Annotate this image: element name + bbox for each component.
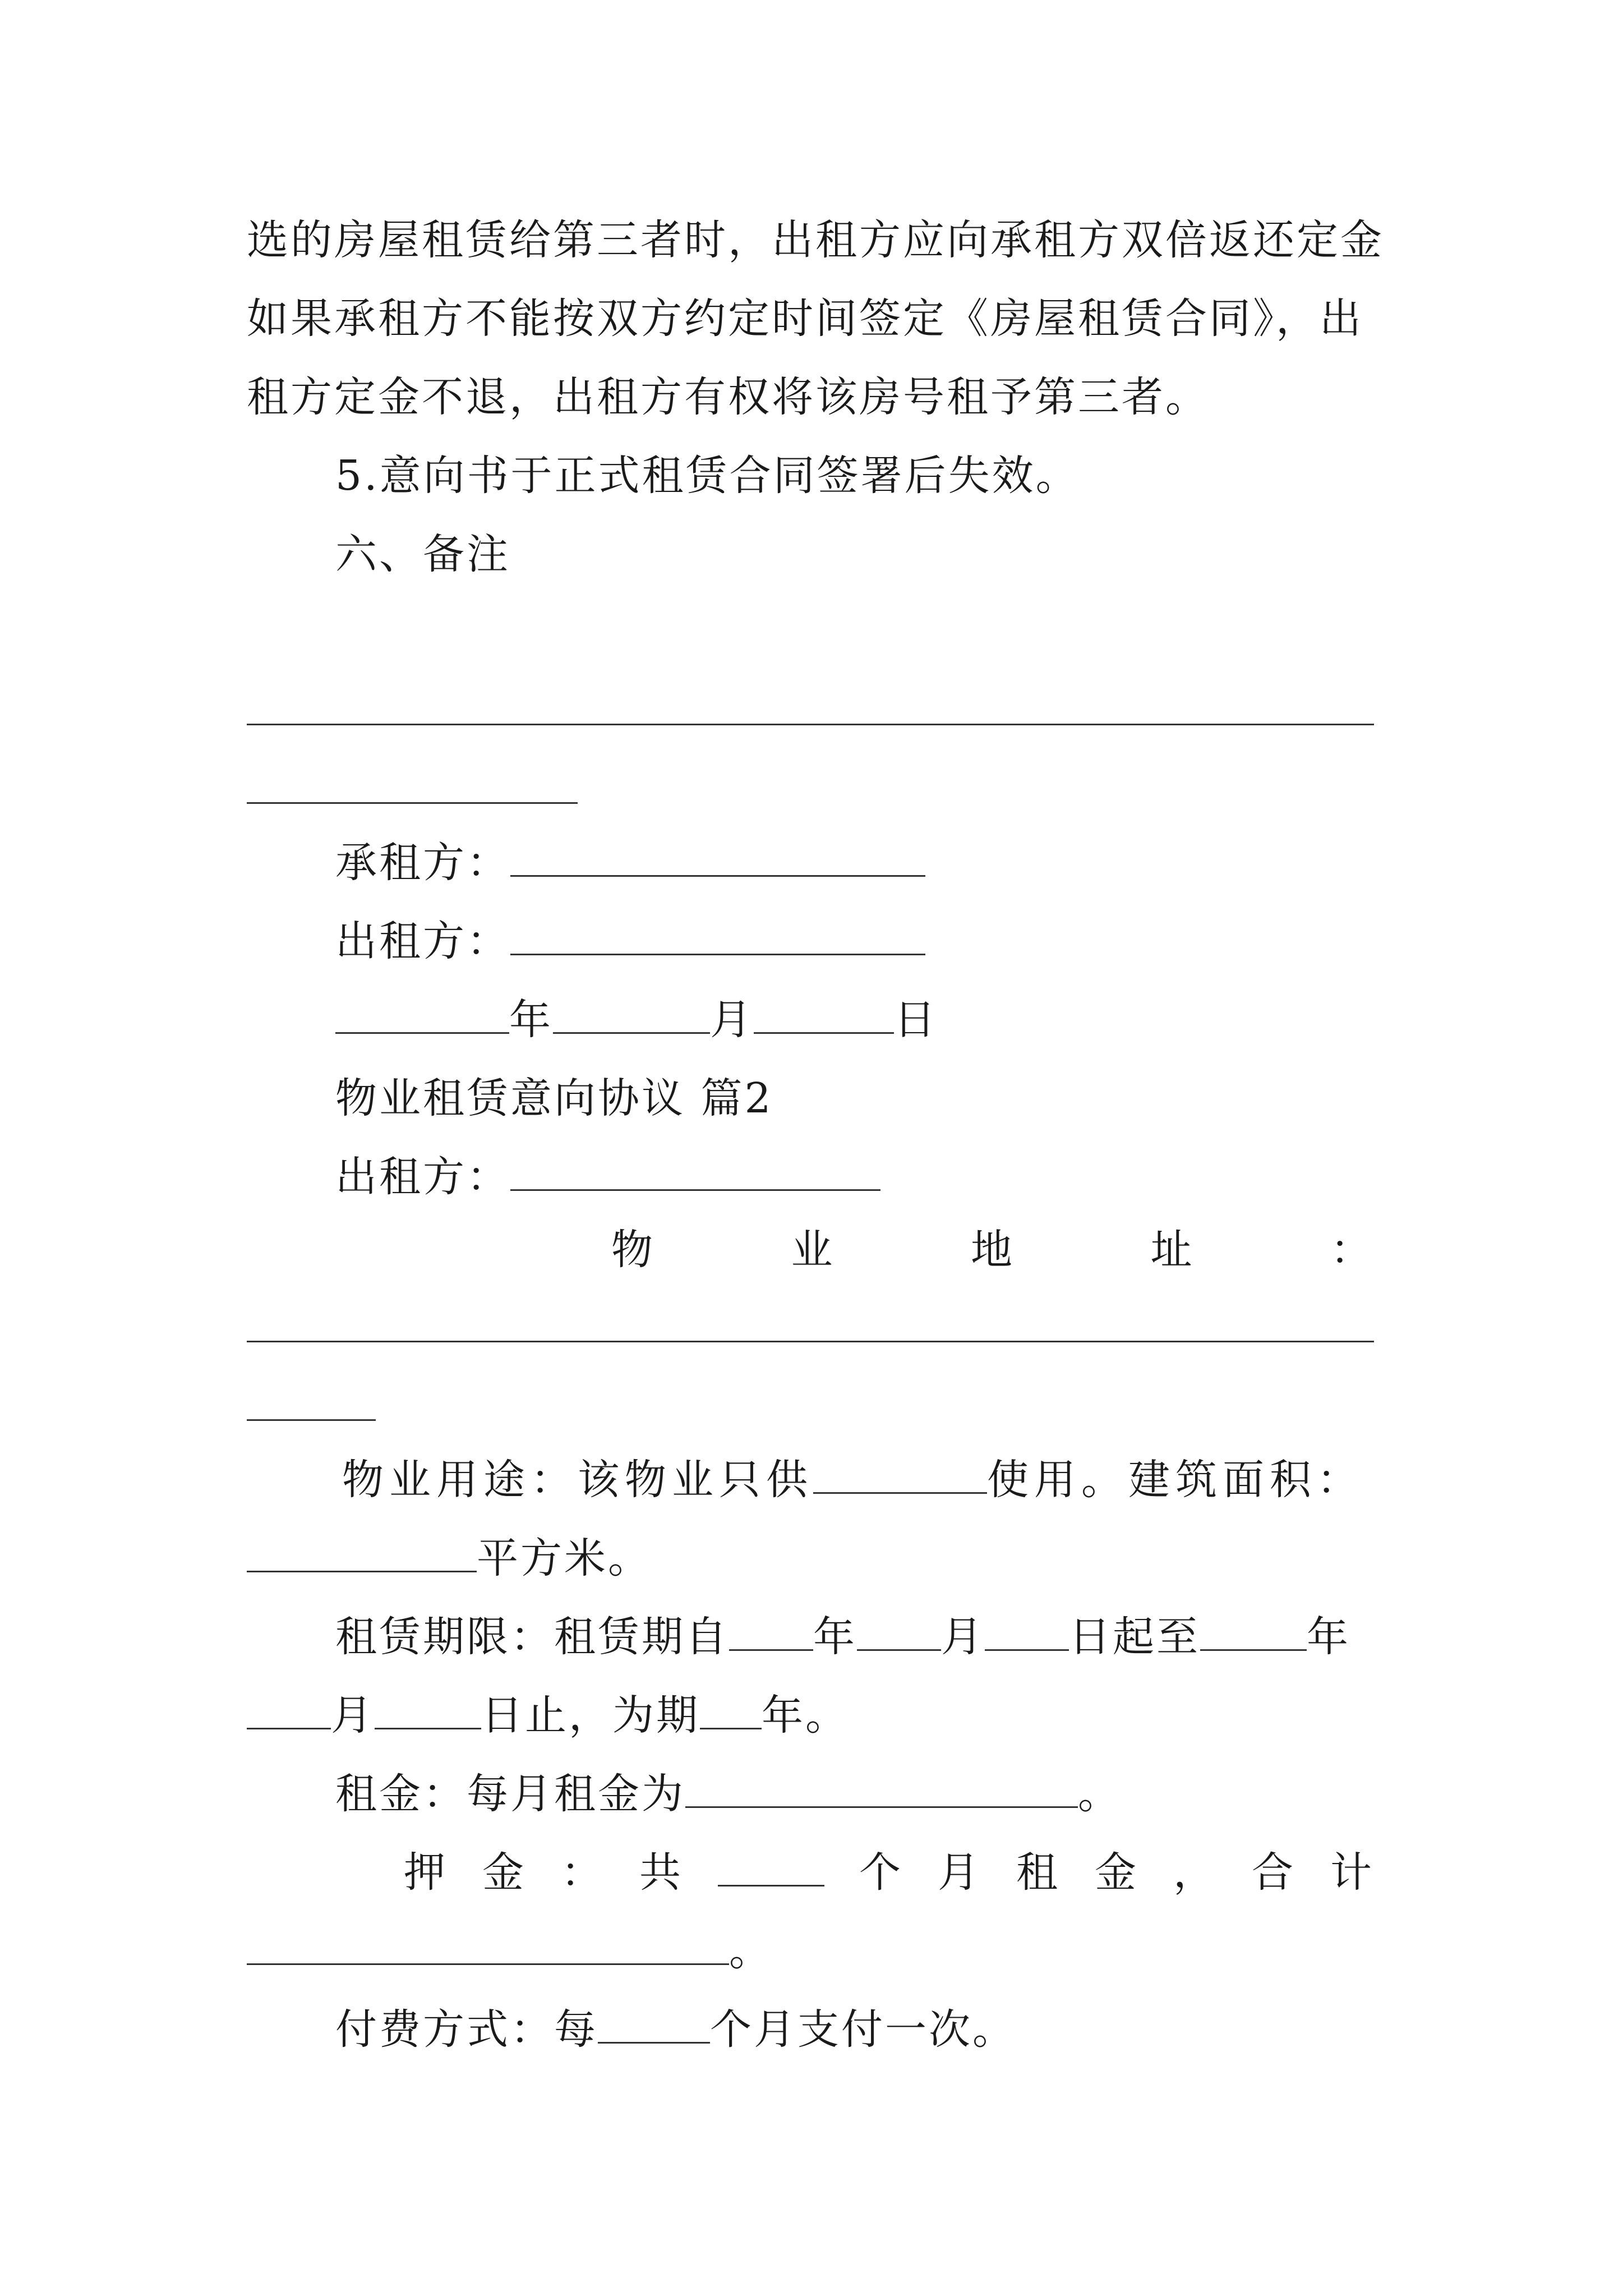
address-char: 业 [791,1226,835,1274]
deposit-total-line [247,1923,773,1979]
term-text: 年 [1307,1613,1350,1661]
paragraph-line: 选的房屋租赁给第三者时，出租方应向承租方双倍返还定金 [247,216,1384,264]
address-char: ： [1330,1226,1374,1274]
deposit-char: 金 [482,1848,526,1897]
term-text: 日起至 [1069,1613,1200,1661]
lessor-blank [510,1156,880,1191]
usage-blank [813,1458,987,1494]
deposit-line [404,1844,1374,1901]
section-title: 物业租赁意向协议 篇2 [335,1074,773,1122]
date-line [335,992,938,1048]
year-blank [335,999,509,1034]
rent-line [335,1766,1122,1822]
address-char: 地 [971,1226,1015,1274]
lessee-signature-line [335,835,925,891]
deposit-months-blank [718,1851,824,1887]
term-line [335,1609,1350,1665]
usage-text: 使用。建筑面积： [987,1456,1364,1504]
lessor-label: 出租方： [335,1153,510,1201]
term-text: 月 [941,1613,985,1661]
term-text: 年。 [762,1691,849,1740]
deposit-char: 金 [1095,1848,1138,1897]
deposit-char: 租 [1016,1848,1060,1897]
end-year-blank [1200,1616,1307,1651]
month-blank [553,999,710,1034]
day-blank [754,999,894,1034]
lessor-label: 出租方： [335,917,510,965]
address-char: 址 [1150,1226,1195,1274]
start-year-blank [729,1616,813,1651]
rent-text: 租金：每月租金为 [335,1770,685,1818]
term-text: 月 [331,1691,375,1740]
end-month-blank [247,1694,331,1729]
year-label: 年 [509,996,553,1044]
lessor-blank [510,920,925,955]
remarks-rule [247,802,578,804]
area-line [247,1530,652,1586]
remarks-rule [247,724,1374,725]
deposit-char: ： [561,1848,605,1897]
years-blank [700,1694,762,1729]
usage-text: 物业用途：该物业只供 [342,1456,813,1504]
address-rule [247,1341,1374,1342]
area-blank [247,1537,477,1572]
payment-months-blank [598,2008,710,2044]
paragraph-line: 如果承租方不能按双方约定时间签定《房屋租赁合同》，出 [247,295,1363,343]
lessor-signature-line [335,913,925,969]
area-unit: 平方米。 [477,1534,652,1582]
start-day-blank [985,1616,1069,1651]
lessor-line-2 [335,1149,880,1205]
term-text: 日止，为期 [481,1691,700,1740]
term-line-2 [247,1687,849,1743]
payment-text: 个月支付一次。 [710,2005,1016,2054]
deposit-total-blank [247,1930,729,1965]
payment-line [335,2001,1016,2058]
address-char: 物 [611,1226,655,1274]
paragraph-line: 5.意向书于正式租赁合同签署后失效。 [335,452,1080,500]
address-rule [247,1419,376,1421]
section-heading: 六、备注 [335,530,510,578]
month-label: 月 [710,996,754,1044]
deposit-char: 押 [404,1848,448,1897]
term-text: 租赁期限：租赁期自 [335,1613,729,1661]
deposit-char: 合 [1252,1848,1295,1897]
payment-text: 付费方式：每 [335,2005,598,2054]
start-month-blank [857,1616,941,1651]
address-label [611,1222,1374,1278]
deposit-char: ， [1173,1848,1217,1897]
deposit-char: 计 [1330,1848,1374,1897]
deposit-char: 月 [938,1848,981,1897]
day-label: 日 [894,996,938,1044]
deposit-char: 共 [639,1848,683,1897]
end-day-blank [375,1694,481,1729]
deposit-char: 个 [859,1848,903,1897]
rent-blank [685,1773,1078,1808]
lessee-blank [510,841,925,877]
paragraph-line: 租方定金不退，出租方有权将该房号租予第三者。 [247,373,1209,421]
deposit-text: 。 [729,1927,773,1975]
term-text: 年 [813,1613,857,1661]
usage-line [342,1452,1364,1508]
lessee-label: 承租方： [335,839,510,887]
rent-text: 。 [1078,1770,1122,1818]
